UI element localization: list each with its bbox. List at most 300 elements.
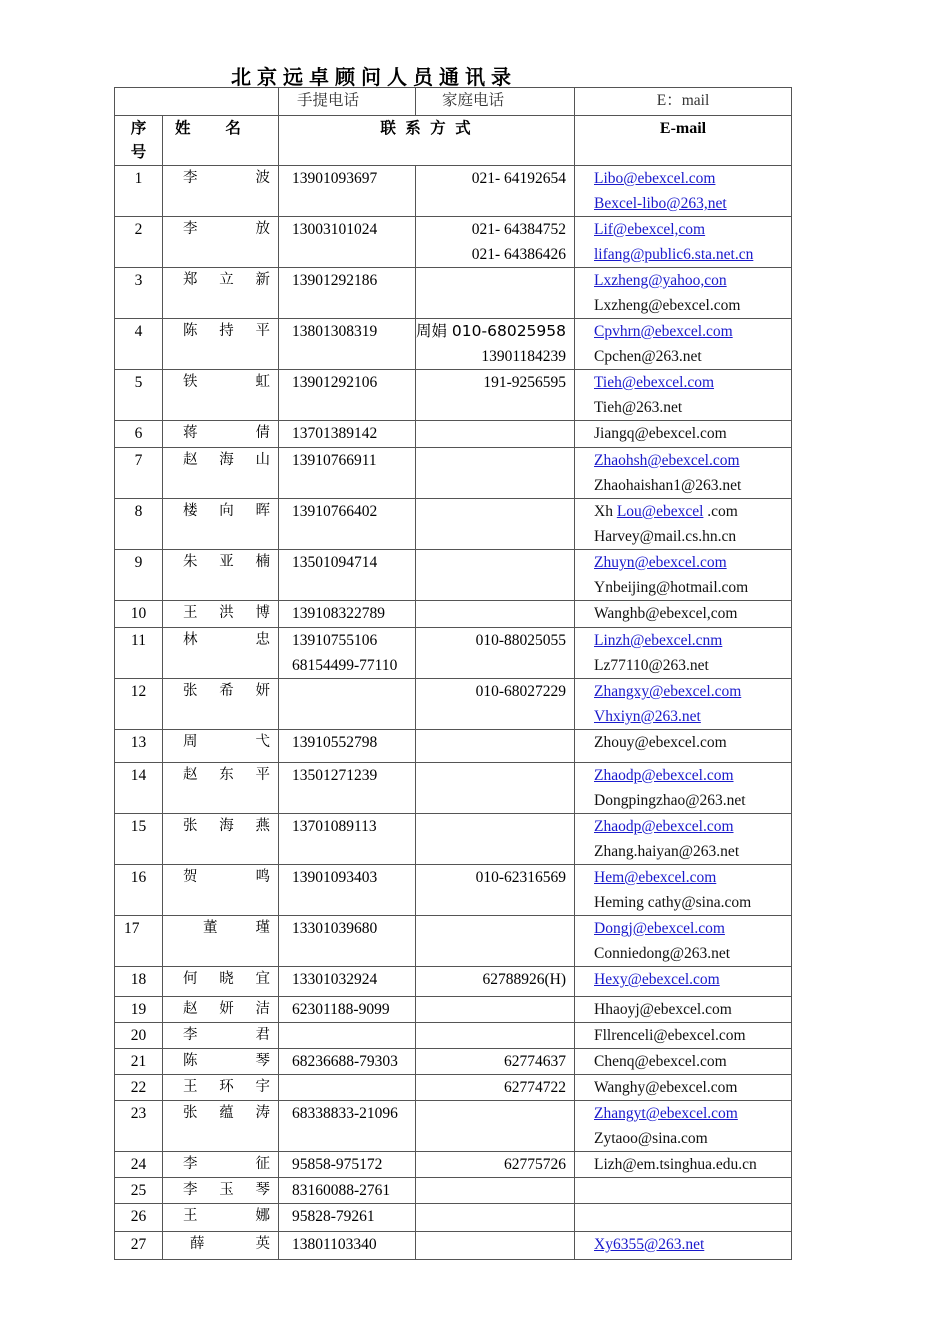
email-cell: [575, 1178, 792, 1204]
email-link[interactable]: Lif@ebexcel,com: [594, 221, 706, 238]
email-line: [594, 1152, 791, 1177]
row-number: [115, 1101, 163, 1152]
home-phone-cell: [416, 916, 575, 967]
email-link[interactable]: Cpvhrn@ebexcel.com: [594, 323, 733, 340]
name-char: 李: [183, 1027, 198, 1043]
header-email: E-mail: [575, 116, 792, 166]
row-number: [115, 730, 163, 763]
email-line: [594, 865, 791, 890]
home-phone-cell: [416, 1075, 575, 1101]
row-number-text: 21: [130, 1053, 147, 1070]
table-row: [115, 421, 792, 448]
email-link[interactable]: Hem@ebexcel.com: [594, 869, 717, 886]
header-name-char2: 名: [225, 119, 241, 137]
mobile-phone: 13501094714: [292, 554, 378, 571]
row-number-text: 25: [130, 1182, 147, 1199]
email-line: [594, 421, 791, 446]
name-char: 张: [183, 683, 198, 699]
home-phone-cell: [416, 1049, 575, 1075]
row-number: [115, 1075, 163, 1101]
home-phone-cell: [416, 319, 575, 370]
table-row: [115, 268, 792, 319]
home-phone-cell: [416, 997, 575, 1023]
email-link[interactable]: Xy6355@263.net: [594, 1236, 705, 1253]
home-phone: 021- 64192654: [471, 170, 566, 187]
header-name: [163, 116, 279, 166]
home-phone-cell: [416, 865, 575, 916]
email-link[interactable]: Libo@ebexcel.com: [594, 170, 716, 187]
name-char: 赵: [183, 1001, 198, 1017]
name-char: 琴: [255, 1182, 270, 1198]
mobile-phone: 13701389142: [292, 425, 378, 442]
email-link[interactable]: Zhangxy@ebexcel.com: [594, 683, 742, 700]
name-cell: [163, 601, 279, 628]
home-phone-cell: [416, 421, 575, 448]
row-number: [115, 679, 163, 730]
email-line: [594, 916, 791, 941]
mobile-phone-cell: [279, 1049, 416, 1075]
header-row-top: [115, 88, 792, 116]
email-cell: [575, 1101, 792, 1152]
row-number: [115, 967, 163, 997]
name-char: 娜: [255, 1208, 270, 1224]
email-line: [594, 997, 791, 1022]
home-phone-cell: [416, 601, 575, 628]
name-char: 亚: [219, 554, 234, 570]
mobile-phone: 95828-79261: [292, 1208, 375, 1225]
name-char: 平: [255, 767, 270, 783]
home-phone-cell: [416, 217, 575, 268]
email-cell: [575, 967, 792, 997]
table-row: [115, 1101, 792, 1152]
email-line: [594, 550, 791, 575]
home-phone: 62775726: [504, 1156, 566, 1173]
home-phone-cell: [416, 1152, 575, 1178]
name-char: 何: [183, 971, 198, 987]
mobile-phone: 13801308319: [292, 323, 378, 340]
table-row: [115, 997, 792, 1023]
email-link[interactable]: Bexcel-libo@263,net: [594, 195, 727, 212]
home-phone: 62774722: [504, 1079, 566, 1096]
email-text: Conniedong@263.net: [594, 945, 731, 962]
email-line: [594, 166, 791, 191]
mobile-phone-cell: [279, 319, 416, 370]
mobile-phone-cell: [279, 448, 416, 499]
name-char: 张: [183, 1105, 198, 1121]
mobile-phone: 13910766911: [292, 452, 377, 469]
name-cell: [163, 448, 279, 499]
name-char: 董: [203, 920, 218, 936]
name-cell: [163, 1178, 279, 1204]
name-char: 英: [255, 1236, 270, 1252]
email-line: [594, 1126, 791, 1151]
name-cell: [163, 319, 279, 370]
mobile-phone: 13301032924: [292, 971, 378, 988]
email-link[interactable]: Lou@ebexcel: [616, 503, 704, 520]
home-phone-cell: [416, 1101, 575, 1152]
name-cell: [163, 679, 279, 730]
name-char: 宜: [255, 971, 270, 987]
page-title: 北京远卓顾问人员通讯录: [231, 65, 517, 89]
email-cell: [575, 679, 792, 730]
name-char: 新: [255, 272, 270, 288]
table-row: [115, 1023, 792, 1049]
table-row: [115, 1049, 792, 1075]
name-cell: [163, 217, 279, 268]
name-cell: [163, 370, 279, 421]
email-cell: [575, 217, 792, 268]
mobile-phone-cell: [279, 268, 416, 319]
row-number: [115, 1204, 163, 1232]
mobile-phone-cell: [279, 1023, 416, 1049]
row-number: [115, 916, 163, 967]
row-number-text: 5: [134, 374, 143, 391]
email-link[interactable]: Tieh@ebexcel.com: [594, 374, 715, 391]
name-char: 宇: [255, 1079, 270, 1095]
home-phone-cell: [416, 499, 575, 550]
name-char: 放: [255, 221, 270, 237]
row-number: [115, 268, 163, 319]
table-row: [115, 166, 792, 217]
name-char: 李: [183, 1156, 198, 1172]
header-blank-cell: [115, 88, 279, 116]
email-text: Fllrenceli@ebexcel.com: [594, 1027, 746, 1044]
header-no-line1: 序: [130, 119, 147, 137]
name-cell: [163, 268, 279, 319]
name-char: 燕: [255, 818, 270, 834]
email-link[interactable]: Hexy@ebexcel.com: [594, 971, 720, 988]
table-row: [115, 499, 792, 550]
name-cell: [163, 499, 279, 550]
row-number-text: 6: [134, 425, 143, 442]
home-phone: 010-88025055: [475, 632, 566, 649]
email-text: Cpchen@263.net: [594, 348, 702, 365]
home-phone-cell: [416, 628, 575, 679]
name-char: 涛: [255, 1105, 270, 1121]
name-cell: [163, 1204, 279, 1232]
header-name-char1: 姓: [175, 119, 191, 137]
home-phone-cell: [416, 730, 575, 763]
email-line: [594, 601, 791, 626]
home-phone-cell: [416, 1178, 575, 1204]
home-phone-cell: [416, 763, 575, 814]
email-text: Lxzheng@ebexcel.com: [594, 297, 741, 314]
email-line: [594, 763, 791, 788]
home-phone-cell: [416, 448, 575, 499]
row-number-text: 11: [131, 632, 146, 649]
name-char: 鸣: [255, 869, 270, 885]
email-cell: [575, 1152, 792, 1178]
mobile-phone: 13801103340: [292, 1236, 377, 1253]
mobile-phone: 13910552798: [292, 734, 378, 751]
name-cell: [163, 628, 279, 679]
email-line: [594, 395, 791, 420]
name-char: 琴: [255, 1053, 270, 1069]
mobile-phone: 62301188-9099: [292, 1001, 390, 1018]
home-phone-cell: [416, 1204, 575, 1232]
email-link[interactable]: Zhangyt@ebexcel.com: [594, 1105, 738, 1122]
mobile-phone-cell: [279, 916, 416, 967]
name-char: 玉: [219, 1182, 234, 1198]
email-link[interactable]: Dongj@ebexcel.com: [594, 920, 725, 937]
contact-table: [114, 87, 792, 1260]
email-link[interactable]: lifang@public6.sta.net.cn: [594, 246, 754, 263]
header-row-main: [115, 116, 792, 166]
name-cell: [163, 421, 279, 448]
email-cell: [575, 1075, 792, 1101]
email-line: [594, 499, 791, 524]
row-number-text: 14: [130, 767, 147, 784]
name-char: 铁: [183, 374, 198, 390]
row-number: [115, 1232, 163, 1260]
mobile-phone-cell: [279, 370, 416, 421]
home-phone-cell: [416, 268, 575, 319]
home-phone-cell: [416, 814, 575, 865]
mobile-phone: 13701089113: [292, 818, 377, 835]
row-number-text: 18: [130, 971, 147, 988]
mobile-phone: 13901093403: [292, 869, 378, 886]
row-number: [115, 814, 163, 865]
email-link[interactable]: Zhaohsh@ebexcel.com: [594, 452, 740, 469]
name-char: 蒋: [183, 425, 198, 441]
name-char: 李: [183, 170, 198, 186]
email-cell: [575, 1049, 792, 1075]
home-phone: 021- 64384752: [471, 221, 566, 238]
mobile-phone: 68236688-79303: [292, 1053, 398, 1070]
mobile-phone-cell: [279, 1075, 416, 1101]
email-line: [594, 653, 791, 678]
name-char: 弋: [255, 734, 270, 750]
email-line: [594, 941, 791, 966]
name-char: 薛: [190, 1236, 205, 1252]
email-line: [594, 448, 791, 473]
email-cell: [575, 916, 792, 967]
email-cell: [575, 1204, 792, 1232]
email-text: Wanghy@ebexcel.com: [594, 1079, 738, 1096]
mobile-phone: 139108322789: [292, 605, 385, 622]
name-char: 希: [219, 683, 234, 699]
name-char: 海: [219, 818, 234, 834]
email-link[interactable]: Lxzheng@yahoo,con: [594, 272, 727, 289]
mobile-phone: 13003101024: [292, 221, 378, 238]
mobile-phone: 13901292186: [292, 272, 378, 289]
name-char: 博: [255, 605, 270, 621]
email-line: [594, 730, 791, 755]
email-line: [594, 293, 791, 318]
row-number: [115, 628, 163, 679]
name-char: 洪: [219, 605, 234, 621]
email-line: [594, 370, 791, 395]
name-char: 陈: [183, 323, 198, 339]
email-line: [594, 344, 791, 369]
table-row: [115, 550, 792, 601]
table-row: [115, 865, 792, 916]
name-char: 赵: [183, 767, 198, 783]
mobile-phone-cell: [279, 997, 416, 1023]
row-number: [115, 997, 163, 1023]
email-link[interactable]: Vhxiyn@263.net: [594, 708, 701, 725]
email-cell: [575, 499, 792, 550]
email-cell: [575, 763, 792, 814]
email-line: [594, 217, 791, 242]
mobile-phone-cell: [279, 601, 416, 628]
row-number-text: 16: [130, 869, 147, 886]
name-cell: [163, 1049, 279, 1075]
row-number-text: 13: [130, 734, 147, 751]
email-line: [594, 473, 791, 498]
name-char: 陈: [183, 1053, 198, 1069]
mobile-phone-cell: [279, 217, 416, 268]
email-cell: [575, 1023, 792, 1049]
name-char: 王: [183, 1079, 198, 1095]
email-text: Zhaohaishan1@263.net: [594, 477, 742, 494]
email-line: [594, 704, 791, 729]
email-prefix: Xh: [594, 503, 617, 520]
name-char: 王: [183, 1208, 198, 1224]
email-text: Tieh@263.net: [594, 399, 683, 416]
row-number-text: 9: [134, 554, 143, 571]
name-char: 蕴: [219, 1105, 234, 1121]
email-line: [594, 268, 791, 293]
name-char: 李: [183, 1182, 198, 1198]
email-line: [594, 1049, 791, 1074]
email-text: Zhang.haiyan@263.net: [594, 843, 740, 860]
name-char: 妍: [219, 1001, 234, 1017]
row-number: [115, 217, 163, 268]
email-cell: [575, 448, 792, 499]
name-cell: [163, 916, 279, 967]
email-link[interactable]: Zhuyn@ebexcel.com: [594, 554, 727, 571]
email-link[interactable]: Zhaodp@ebexcel.com: [594, 818, 734, 835]
row-number-text: 22: [130, 1079, 147, 1096]
mobile-phone-cell: [279, 1178, 416, 1204]
row-number-text: 1: [134, 170, 143, 187]
email-line: [594, 191, 791, 216]
email-line: [594, 628, 791, 653]
home-phone-cell: [416, 1232, 575, 1260]
email-link[interactable]: Zhaodp@ebexcel.com: [594, 767, 734, 784]
home-phone: 62788926(H): [482, 971, 566, 988]
home-phone-cell: [416, 679, 575, 730]
name-cell: [163, 1232, 279, 1260]
name-char: 王: [183, 605, 198, 621]
table-row: [115, 370, 792, 421]
email-cell: [575, 166, 792, 217]
row-number-text: 3: [134, 272, 143, 289]
row-number-text: 7: [134, 452, 143, 469]
mobile-phone-cell: [279, 1204, 416, 1232]
mobile-phone: 13901292106: [292, 374, 378, 391]
name-char: 朱: [183, 554, 198, 570]
row-number-text: 8: [134, 503, 143, 520]
name-char: 贺: [183, 869, 198, 885]
name-cell: [163, 1101, 279, 1152]
row-number-text: 19: [130, 1001, 147, 1018]
name-char: 楼: [183, 503, 198, 519]
email-line: [594, 1101, 791, 1126]
header-mobile: 手提电话: [279, 88, 416, 116]
email-cell: [575, 319, 792, 370]
email-text: Wanghb@ebexcel,com: [594, 605, 738, 622]
home-phone: 周娟 010-68025958: [416, 322, 566, 340]
row-number-text: 4: [134, 323, 143, 340]
row-number-text: 27: [130, 1236, 147, 1253]
name-char: 君: [255, 1027, 270, 1043]
mobile-phone-cell: [279, 1101, 416, 1152]
email-line: [594, 575, 791, 600]
name-char: 山: [255, 452, 270, 468]
email-text: Hhaoyj@ebexcel.com: [594, 1001, 732, 1018]
table-row: [115, 1075, 792, 1101]
email-line: [594, 679, 791, 704]
home-phone: 010-68027229: [475, 683, 566, 700]
header-no: [115, 116, 163, 166]
name-cell: [163, 1075, 279, 1101]
table-row: [115, 628, 792, 679]
row-number-text: 24: [130, 1156, 147, 1173]
mobile-phone-cell: [279, 679, 416, 730]
name-char: 晓: [219, 971, 234, 987]
name-cell: [163, 1152, 279, 1178]
mobile-phone-cell: [279, 1232, 416, 1260]
row-number: [115, 421, 163, 448]
email-text: Chenq@ebexcel.com: [594, 1053, 727, 1070]
name-char: 环: [219, 1079, 234, 1095]
email-cell: [575, 370, 792, 421]
row-number-text: 20: [130, 1027, 147, 1044]
table-row: [115, 1232, 792, 1260]
header-home: 家庭电话: [416, 88, 575, 116]
mobile-phone: 68154499-77110: [292, 657, 398, 674]
name-cell: [163, 814, 279, 865]
row-number: [115, 499, 163, 550]
email-line: [594, 1075, 791, 1100]
name-char: 征: [255, 1156, 270, 1172]
row-number-text: 2: [134, 221, 143, 238]
row-number: [115, 1023, 163, 1049]
row-number-text: 26: [130, 1208, 147, 1225]
email-suffix: .com: [703, 503, 738, 520]
table-row: [115, 319, 792, 370]
name-char: 楠: [255, 554, 270, 570]
email-line: [594, 839, 791, 864]
email-cell: [575, 628, 792, 679]
home-phone-cell: [416, 550, 575, 601]
home-phone: 13901184239: [481, 348, 566, 365]
email-line: [594, 242, 791, 267]
email-cell: [575, 814, 792, 865]
header-email-top: E：mail: [575, 88, 792, 116]
row-number: [115, 319, 163, 370]
name-cell: [163, 763, 279, 814]
row-number: [115, 1049, 163, 1075]
mobile-phone: 68338833-21096: [292, 1105, 398, 1122]
table-row: [115, 679, 792, 730]
email-link[interactable]: Linzh@ebexcel.cnm: [594, 632, 723, 649]
email-line: [594, 524, 791, 549]
table-row: [115, 916, 792, 967]
table-row: [115, 601, 792, 628]
row-number: [115, 601, 163, 628]
table-row: [115, 217, 792, 268]
table-row: [115, 967, 792, 997]
email-text: Lizh@em.tsinghua.edu.cn: [594, 1156, 757, 1173]
email-cell: [575, 268, 792, 319]
home-phone: 191-9256595: [483, 374, 566, 391]
name-cell: [163, 166, 279, 217]
table-row: [115, 814, 792, 865]
name-char: 忠: [255, 632, 270, 648]
